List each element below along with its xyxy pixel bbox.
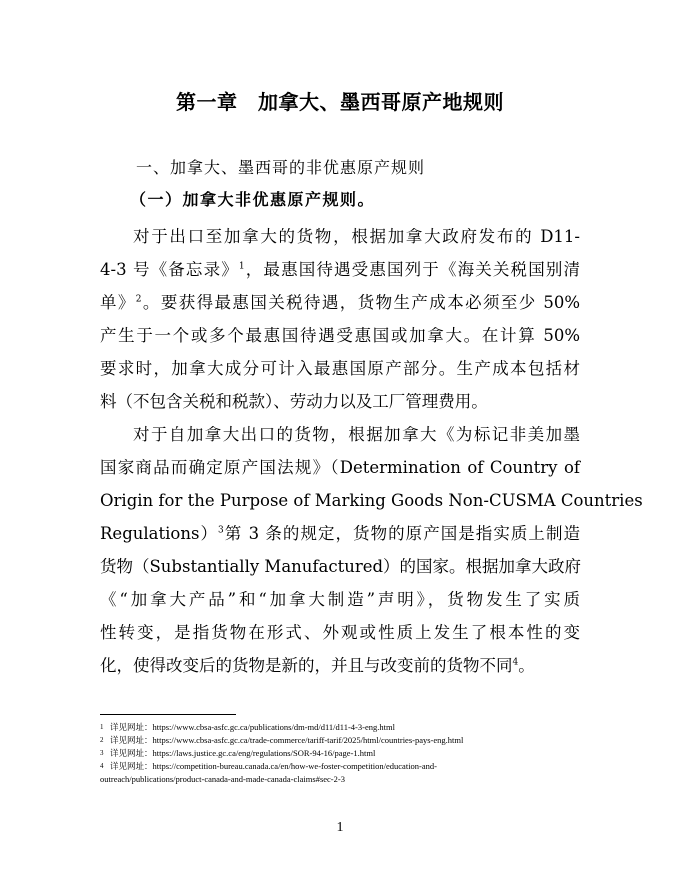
paragraph2-segment: 化，使得改变后的货物是新的，并且与改变前的货物不同 bbox=[100, 656, 513, 675]
footnote-label: 详见网址： bbox=[110, 748, 153, 758]
footnote-4-continued bbox=[100, 774, 580, 785]
paragraph2-line-1: 对于自加拿大出口的货物，根据加拿大《为标记非美加墨 bbox=[133, 425, 580, 444]
footnote-number: 4 bbox=[100, 762, 104, 770]
paragraph2-segment: Regulations） bbox=[100, 524, 218, 543]
footnote-number: 3 bbox=[100, 749, 104, 757]
footnote-ref-4[interactable]: 4 bbox=[512, 657, 519, 668]
page-number: 1 bbox=[336, 820, 344, 835]
paragraph2-end-mark: 。 bbox=[518, 656, 535, 675]
footnote-ref-2[interactable]: 2 bbox=[135, 294, 142, 305]
paragraph2-segment: 第 3 条的规定，货物的原产国是指实质上制造 bbox=[223, 524, 580, 543]
footnote-link[interactable]: https://laws.justice.gc.ca/eng/regulations/SOR-94-16/page-1.html bbox=[152, 748, 376, 758]
footnote-2 bbox=[100, 735, 580, 746]
section-heading: 一、加拿大、墨西哥的非优惠原产规则 bbox=[136, 158, 426, 177]
paragraph2-line-8 bbox=[100, 656, 580, 676]
paragraph1-line-5: 要求时，加拿大成分可计入最惠国原产部分。生产成本包括材 bbox=[100, 359, 580, 378]
footnote-3 bbox=[100, 748, 580, 759]
paragraph2-line-7: 性转变，是指货物在形式、外观或性质上发生了根本性的变 bbox=[100, 623, 580, 642]
paragraph1-segment: 单》 bbox=[100, 293, 136, 312]
footnote-number: 1 bbox=[100, 723, 104, 731]
paragraph2-line-4 bbox=[100, 524, 580, 544]
footnote-label: 详见网址： bbox=[110, 722, 153, 732]
paragraph2-line-2: 国家商品而确定原产国法规》（Determination of Country of bbox=[100, 458, 580, 477]
footnote-ref-3[interactable]: 3 bbox=[218, 525, 224, 536]
paragraph2-line-5: 货物（Substantially Manufactured）的国家。根据加拿大政府 bbox=[100, 557, 582, 576]
chapter-title: 第一章 加拿大、墨西哥原产地规则 bbox=[176, 90, 504, 114]
subsection-heading: （一）加拿大非优惠原产规则。 bbox=[130, 190, 376, 209]
paragraph1-line-6: 料（不包含关税和税款）、劳动力以及工厂管理费用。 bbox=[100, 392, 488, 411]
footnote-label: 详见网址： bbox=[110, 761, 153, 771]
footnote-link[interactable]: https://www.cbsa-asfc.gc.ca/publications/dm-md/d11/d11-4-3-eng.html bbox=[152, 722, 395, 732]
paragraph2-line-6: 《“加拿大产品”和“加拿大制造”声明》，货物发生了实质 bbox=[100, 590, 580, 609]
footnote-link[interactable]: https://www.cbsa-asfc.gc.ca/trade-commerce/tariff-tarif/2025/html/countries-pays-eng.html bbox=[152, 735, 464, 745]
paragraph2-line-3: Origin for the Purpose of Marking Goods Non-CUSMA Countries bbox=[100, 491, 643, 510]
footnote-number: 2 bbox=[100, 736, 104, 744]
paragraph1-line-2 bbox=[100, 260, 580, 280]
paragraph1-line-1: 对于出口至加拿大的货物，根据加拿大政府发布的 D11- bbox=[133, 227, 580, 246]
paragraph1-line-3 bbox=[100, 293, 580, 313]
paragraph1-segment: 。要获得最惠国关税待遇，货物生产成本必须至少 50% bbox=[141, 293, 580, 312]
footnote-4 bbox=[100, 761, 580, 772]
footnote-link[interactable]: https://competition-bureau.canada.ca/en/how-we-foster-competition/education-and- bbox=[152, 761, 437, 771]
paragraph1-segment: ，最惠国待遇受惠国列于《海关关税国别清 bbox=[244, 260, 581, 279]
footnote-separator bbox=[100, 714, 236, 715]
footnote-link-continued[interactable]: outreach/publications/product-canada-and-made-canada-claims#sec-2-3 bbox=[100, 774, 345, 784]
footnote-label: 详见网址： bbox=[110, 735, 153, 745]
footnote-ref-1[interactable]: 1 bbox=[238, 261, 245, 272]
footnote-1 bbox=[100, 722, 580, 733]
paragraph1-line-4: 产生于一个或多个最惠国待遇受惠国或加拿大。在计算 50% bbox=[100, 326, 580, 345]
paragraph1-segment: 4-3 号《备忘录》 bbox=[100, 260, 239, 279]
